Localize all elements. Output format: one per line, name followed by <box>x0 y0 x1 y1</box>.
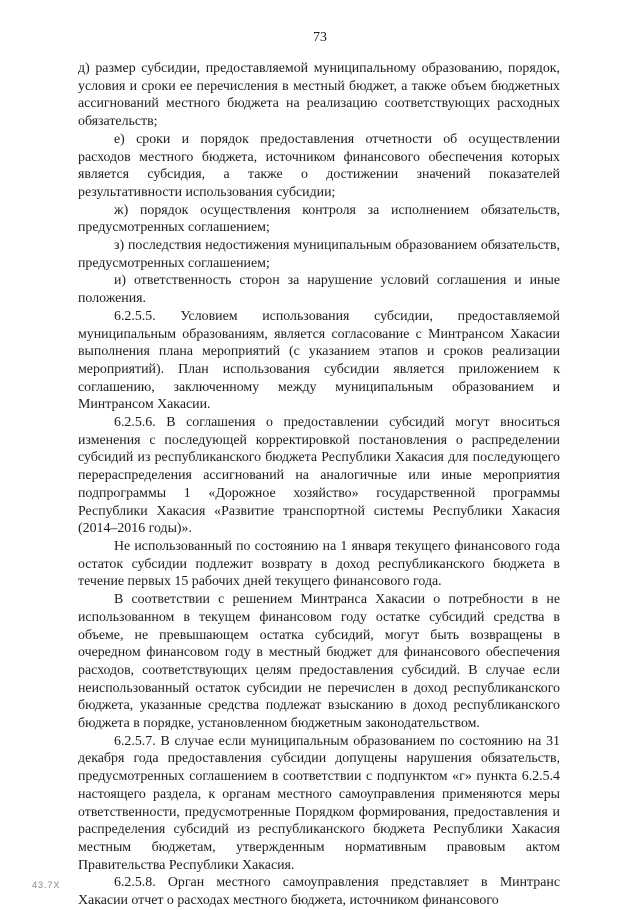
paragraph: 6.2.5.5. Условием использования субсидии, предоставляемой муниципальным образованиям, является согласование с Минтрансом Хакасии выполнения плана мероприятий (с указанием этапов и сроков реализации мероприятий). План использования субсидии является приложением к соглашению, заключенному между муниципальным образованием и Минтрансом Хакасии. <box>78 308 560 413</box>
page-number: 73 <box>313 30 327 45</box>
paragraph: ж) порядок осуществления контроля за исполнением обязательств, предусмотренных соглашением; <box>78 202 560 236</box>
paragraph: е) сроки и порядок предоставления отчетности об осуществлении расходов местного бюджета, источником финансового обеспечения которых является субсидия, а также о достижении значений показателей результативности использования субсидии; <box>78 131 560 200</box>
footer-mark: 43.7X <box>32 880 61 890</box>
body-text <box>78 60 560 910</box>
paragraph: 6.2.5.6. В соглашения о предоставлении субсидий могут вноситься изменения с последующей корректировкой постановления о распределении субсидий из республиканского бюджета Республики Хакасия для последующего перераспределения ассигнований на аналогичные или иные мероприятия подпрограммы 1 «Дорожное хозяйство» государственной программы Республики Хакасия «Развитие транспортной системы Республики Хакасия (2014–2016 годы)». <box>78 415 560 537</box>
paragraph: 6.2.5.7. В случае если муниципальным образованием по состоянию на 31 декабря года предоставления субсидии допущены нарушения обязательств, предусмотренных соглашением в соответствии с подпунктом «г» пункта 6.2.5.4 настоящего раздела, к органам местного самоуправления применяются меры ответственности, предусмотренные Порядком формирования, предоставления и распределения субсидий из республиканского бюджета Республики Хакасия местным бюджетам, утвержденным нормативным правовым актом Правительства Республики Хакасия. <box>78 733 560 873</box>
paragraph: и) ответственность сторон за нарушение условий соглашения и иные положения. <box>78 273 560 307</box>
paragraph: з) последствия недостижения муниципальным образованием обязательств, предусмотренных соглашением; <box>78 238 560 271</box>
paragraph: В соответствии с решением Минтранса Хакасии о потребности в не использованном в текущем финансовом году остатке субсидий средства в объеме, не превышающем остатка субсидий, могут быть возвращены в очередном финансовом году в местный бюджет для финансового обеспечения расходов, соответствующих целям предоставления субсидий. В случае если неиспользованный остаток субсидии не перечислен в доход республиканского бюджета, указанные средства подлежат взысканию в доход республиканского бюджета в порядке, установленном бюджетным законодательством. <box>78 592 560 732</box>
paragraph: Не использованный по состоянию на 1 января текущего финансового года остаток субсидии подлежит возврату в доход республиканского бюджета в течение первых 15 рабочих дней текущего финансового года. <box>78 538 560 590</box>
paragraph: д) размер субсидии, предоставляемой муниципальному образованию, порядок, условия и сроки ее перечисления в местный бюджет, а также объем бюджетных ассигнований местного бюджета на реализацию соответствующих расходных обязательств; <box>78 61 560 130</box>
paragraph: 6.2.5.8. Орган местного самоуправления представляет в Минтранс Хакасии отчет о расходах местного бюджета, источником финансового <box>78 875 560 909</box>
